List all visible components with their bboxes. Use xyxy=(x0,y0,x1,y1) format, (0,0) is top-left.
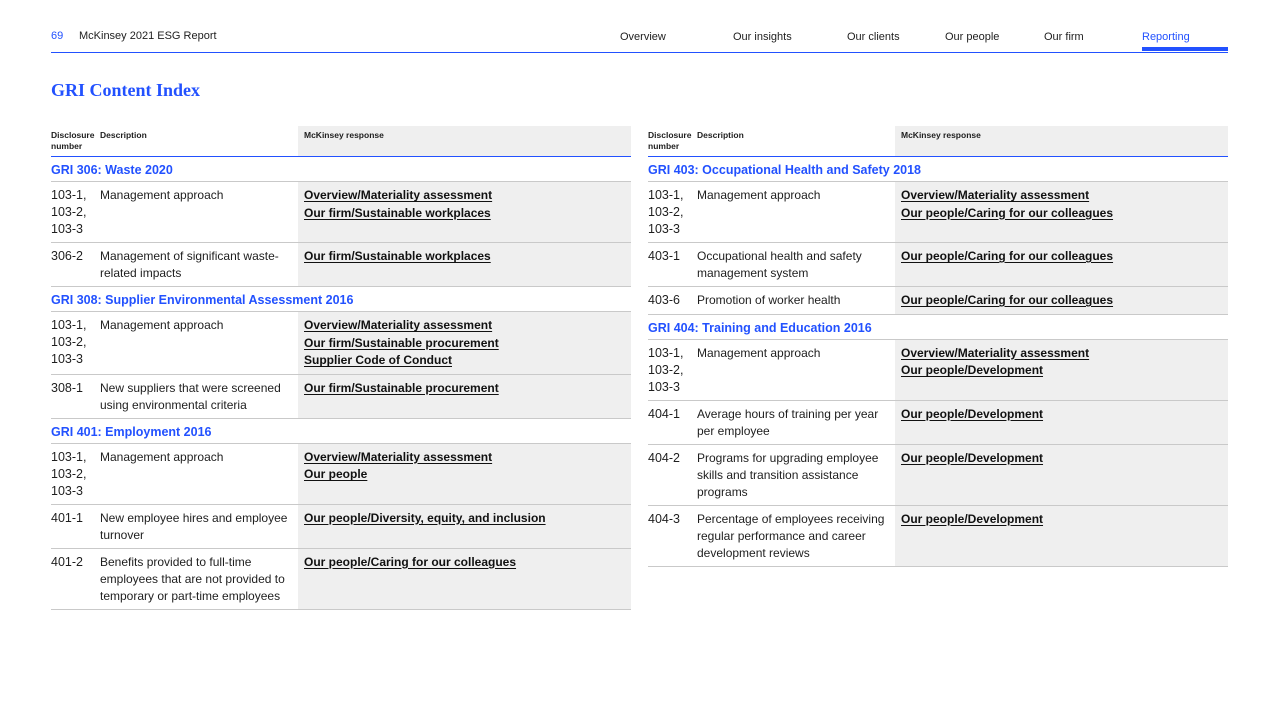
top-header xyxy=(51,0,1228,53)
page-number: 69 xyxy=(51,30,64,42)
response-cell xyxy=(895,444,1228,505)
section-title: GRI 306: Waste 2020 xyxy=(51,157,631,182)
table-body xyxy=(51,157,631,610)
response-cell xyxy=(298,504,631,548)
response-link[interactable]: Our people/Caring for our colleagues xyxy=(901,293,1114,307)
disclosure-number: 308-1 xyxy=(51,374,100,418)
table-row xyxy=(648,182,1228,243)
response-link[interactable]: Overview/Materiality assessment xyxy=(901,188,1090,202)
response-link[interactable]: Our firm/Sustainable workplaces xyxy=(304,205,491,220)
table-row xyxy=(51,504,631,548)
nav-reporting[interactable]: Reporting xyxy=(1142,31,1190,43)
table-row xyxy=(648,444,1228,505)
response-link[interactable]: Our firm/Sustainable workplaces xyxy=(304,249,491,263)
disclosure-number: 404-3 xyxy=(648,505,697,566)
section-title: GRI 404: Training and Education 2016 xyxy=(648,314,1228,339)
table-row xyxy=(51,548,631,609)
table-row xyxy=(51,243,631,287)
table-row xyxy=(648,400,1228,444)
document-title: McKinsey 2021 ESG Report xyxy=(79,30,217,42)
table-row xyxy=(51,182,631,243)
response-link[interactable]: Overview/Materiality assessment xyxy=(304,188,493,202)
column-header-description: Description xyxy=(697,126,895,157)
response-link[interactable]: Overview/Materiality assessment xyxy=(304,449,493,464)
nav-our-people[interactable]: Our people xyxy=(945,31,1000,43)
column-header-description: Description xyxy=(100,126,298,157)
response-link[interactable]: Overview/Materiality assessment xyxy=(304,318,493,332)
response-link[interactable]: Our people/Development xyxy=(901,511,1044,526)
response-link[interactable]: Our people/Diversity, equity, and inclusion xyxy=(304,510,546,525)
disclosure-description: Benefits provided to full-time employees that are not provided to temporary or part-time employees xyxy=(100,548,298,609)
page-title: GRI Content Index xyxy=(51,80,201,100)
disclosure-description: Management approach xyxy=(697,339,895,400)
response-link[interactable]: Our people xyxy=(304,467,368,481)
response-link[interactable]: Our people/Development xyxy=(901,406,1044,421)
disclosure-number: 103-1, 103-2, 103-3 xyxy=(648,182,697,243)
response-cell xyxy=(895,182,1228,243)
table-row xyxy=(648,287,1228,315)
disclosure-description: Percentage of employees receiving regular performance and career development reviews xyxy=(697,505,895,566)
disclosure-number: 404-1 xyxy=(648,400,697,444)
section-row xyxy=(51,157,631,182)
table-body xyxy=(648,157,1228,567)
disclosure-number: 306-2 xyxy=(51,243,100,287)
disclosure-number: 401-1 xyxy=(51,504,100,548)
response-link[interactable]: Our people/Caring for our colleagues xyxy=(304,554,517,569)
response-cell xyxy=(895,339,1228,400)
disclosure-number: 401-2 xyxy=(51,548,100,609)
response-cell xyxy=(895,243,1228,287)
disclosure-description: Management of significant waste-related impacts xyxy=(100,243,298,287)
table-row xyxy=(51,374,631,418)
response-link[interactable]: Our firm/Sustainable procurement xyxy=(304,335,499,350)
response-link[interactable]: Supplier Code of Conduct xyxy=(304,353,452,367)
response-cell xyxy=(895,400,1228,444)
response-cell xyxy=(298,548,631,609)
disclosure-number: 403-1 xyxy=(648,243,697,287)
table-header-row xyxy=(51,126,631,157)
section-row xyxy=(51,418,631,443)
response-link[interactable]: Our people/Development xyxy=(901,363,1044,377)
table-row xyxy=(51,443,631,504)
section-row xyxy=(648,157,1228,182)
disclosure-description: Management approach xyxy=(100,443,298,504)
disclosure-number: 103-1, 103-2, 103-3 xyxy=(51,443,100,504)
section-title: GRI 401: Employment 2016 xyxy=(51,418,631,443)
section-row xyxy=(648,314,1228,339)
nav-our-firm[interactable]: Our firm xyxy=(1044,31,1084,43)
table-row xyxy=(51,312,631,375)
table-header-row xyxy=(648,126,1228,157)
section-row xyxy=(51,287,631,312)
disclosure-description: Promotion of worker health xyxy=(697,287,895,315)
response-cell xyxy=(895,287,1228,315)
gri-table-right xyxy=(648,126,1228,567)
response-link[interactable]: Our firm/Sustainable procurement xyxy=(304,380,499,395)
column-header-response: McKinsey response xyxy=(298,126,631,157)
disclosure-description: New employee hires and employee turnover xyxy=(100,504,298,548)
nav-our-insights[interactable]: Our insights xyxy=(733,31,792,43)
disclosure-number: 103-1, 103-2, 103-3 xyxy=(648,339,697,400)
response-link[interactable]: Our people/Development xyxy=(901,450,1044,465)
disclosure-description: Management approach xyxy=(697,182,895,243)
response-link[interactable]: Our people/Caring for our colleagues xyxy=(901,249,1114,263)
section-title: GRI 308: Supplier Environmental Assessment 2016 xyxy=(51,287,631,312)
table-row xyxy=(648,339,1228,400)
disclosure-number: 404-2 xyxy=(648,444,697,505)
disclosure-description: Programs for upgrading employee skills and transition assistance programs xyxy=(697,444,895,505)
disclosure-number: 103-1, 103-2, 103-3 xyxy=(51,312,100,375)
response-cell xyxy=(298,182,631,243)
response-cell xyxy=(298,443,631,504)
disclosure-description: Occupational health and safety management system xyxy=(697,243,895,287)
nav-overview[interactable]: Overview xyxy=(620,31,666,43)
response-cell xyxy=(895,505,1228,566)
disclosure-description: New suppliers that were screened using environmental criteria xyxy=(100,374,298,418)
disclosure-number: 403-6 xyxy=(648,287,697,315)
disclosure-description: Management approach xyxy=(100,182,298,243)
column-header-response: McKinsey response xyxy=(895,126,1228,157)
disclosure-number: 103-1, 103-2, 103-3 xyxy=(51,182,100,243)
gri-table-left xyxy=(51,126,631,610)
section-title: GRI 403: Occupational Health and Safety 2018 xyxy=(648,157,1228,182)
nav-our-clients[interactable]: Our clients xyxy=(847,31,900,43)
column-header-disclosure: Disclosure number xyxy=(648,126,697,157)
column-header-disclosure: Disclosure number xyxy=(51,126,100,157)
response-cell xyxy=(298,312,631,375)
disclosure-description: Average hours of training per year per employee xyxy=(697,400,895,444)
response-link[interactable]: Overview/Materiality assessment xyxy=(901,345,1090,360)
response-link[interactable]: Our people/Caring for our colleagues xyxy=(901,205,1114,220)
response-cell xyxy=(298,243,631,287)
response-cell xyxy=(298,374,631,418)
table-row xyxy=(648,243,1228,287)
table-row xyxy=(648,505,1228,566)
active-tab-indicator xyxy=(1142,47,1228,51)
disclosure-description: Management approach xyxy=(100,312,298,375)
